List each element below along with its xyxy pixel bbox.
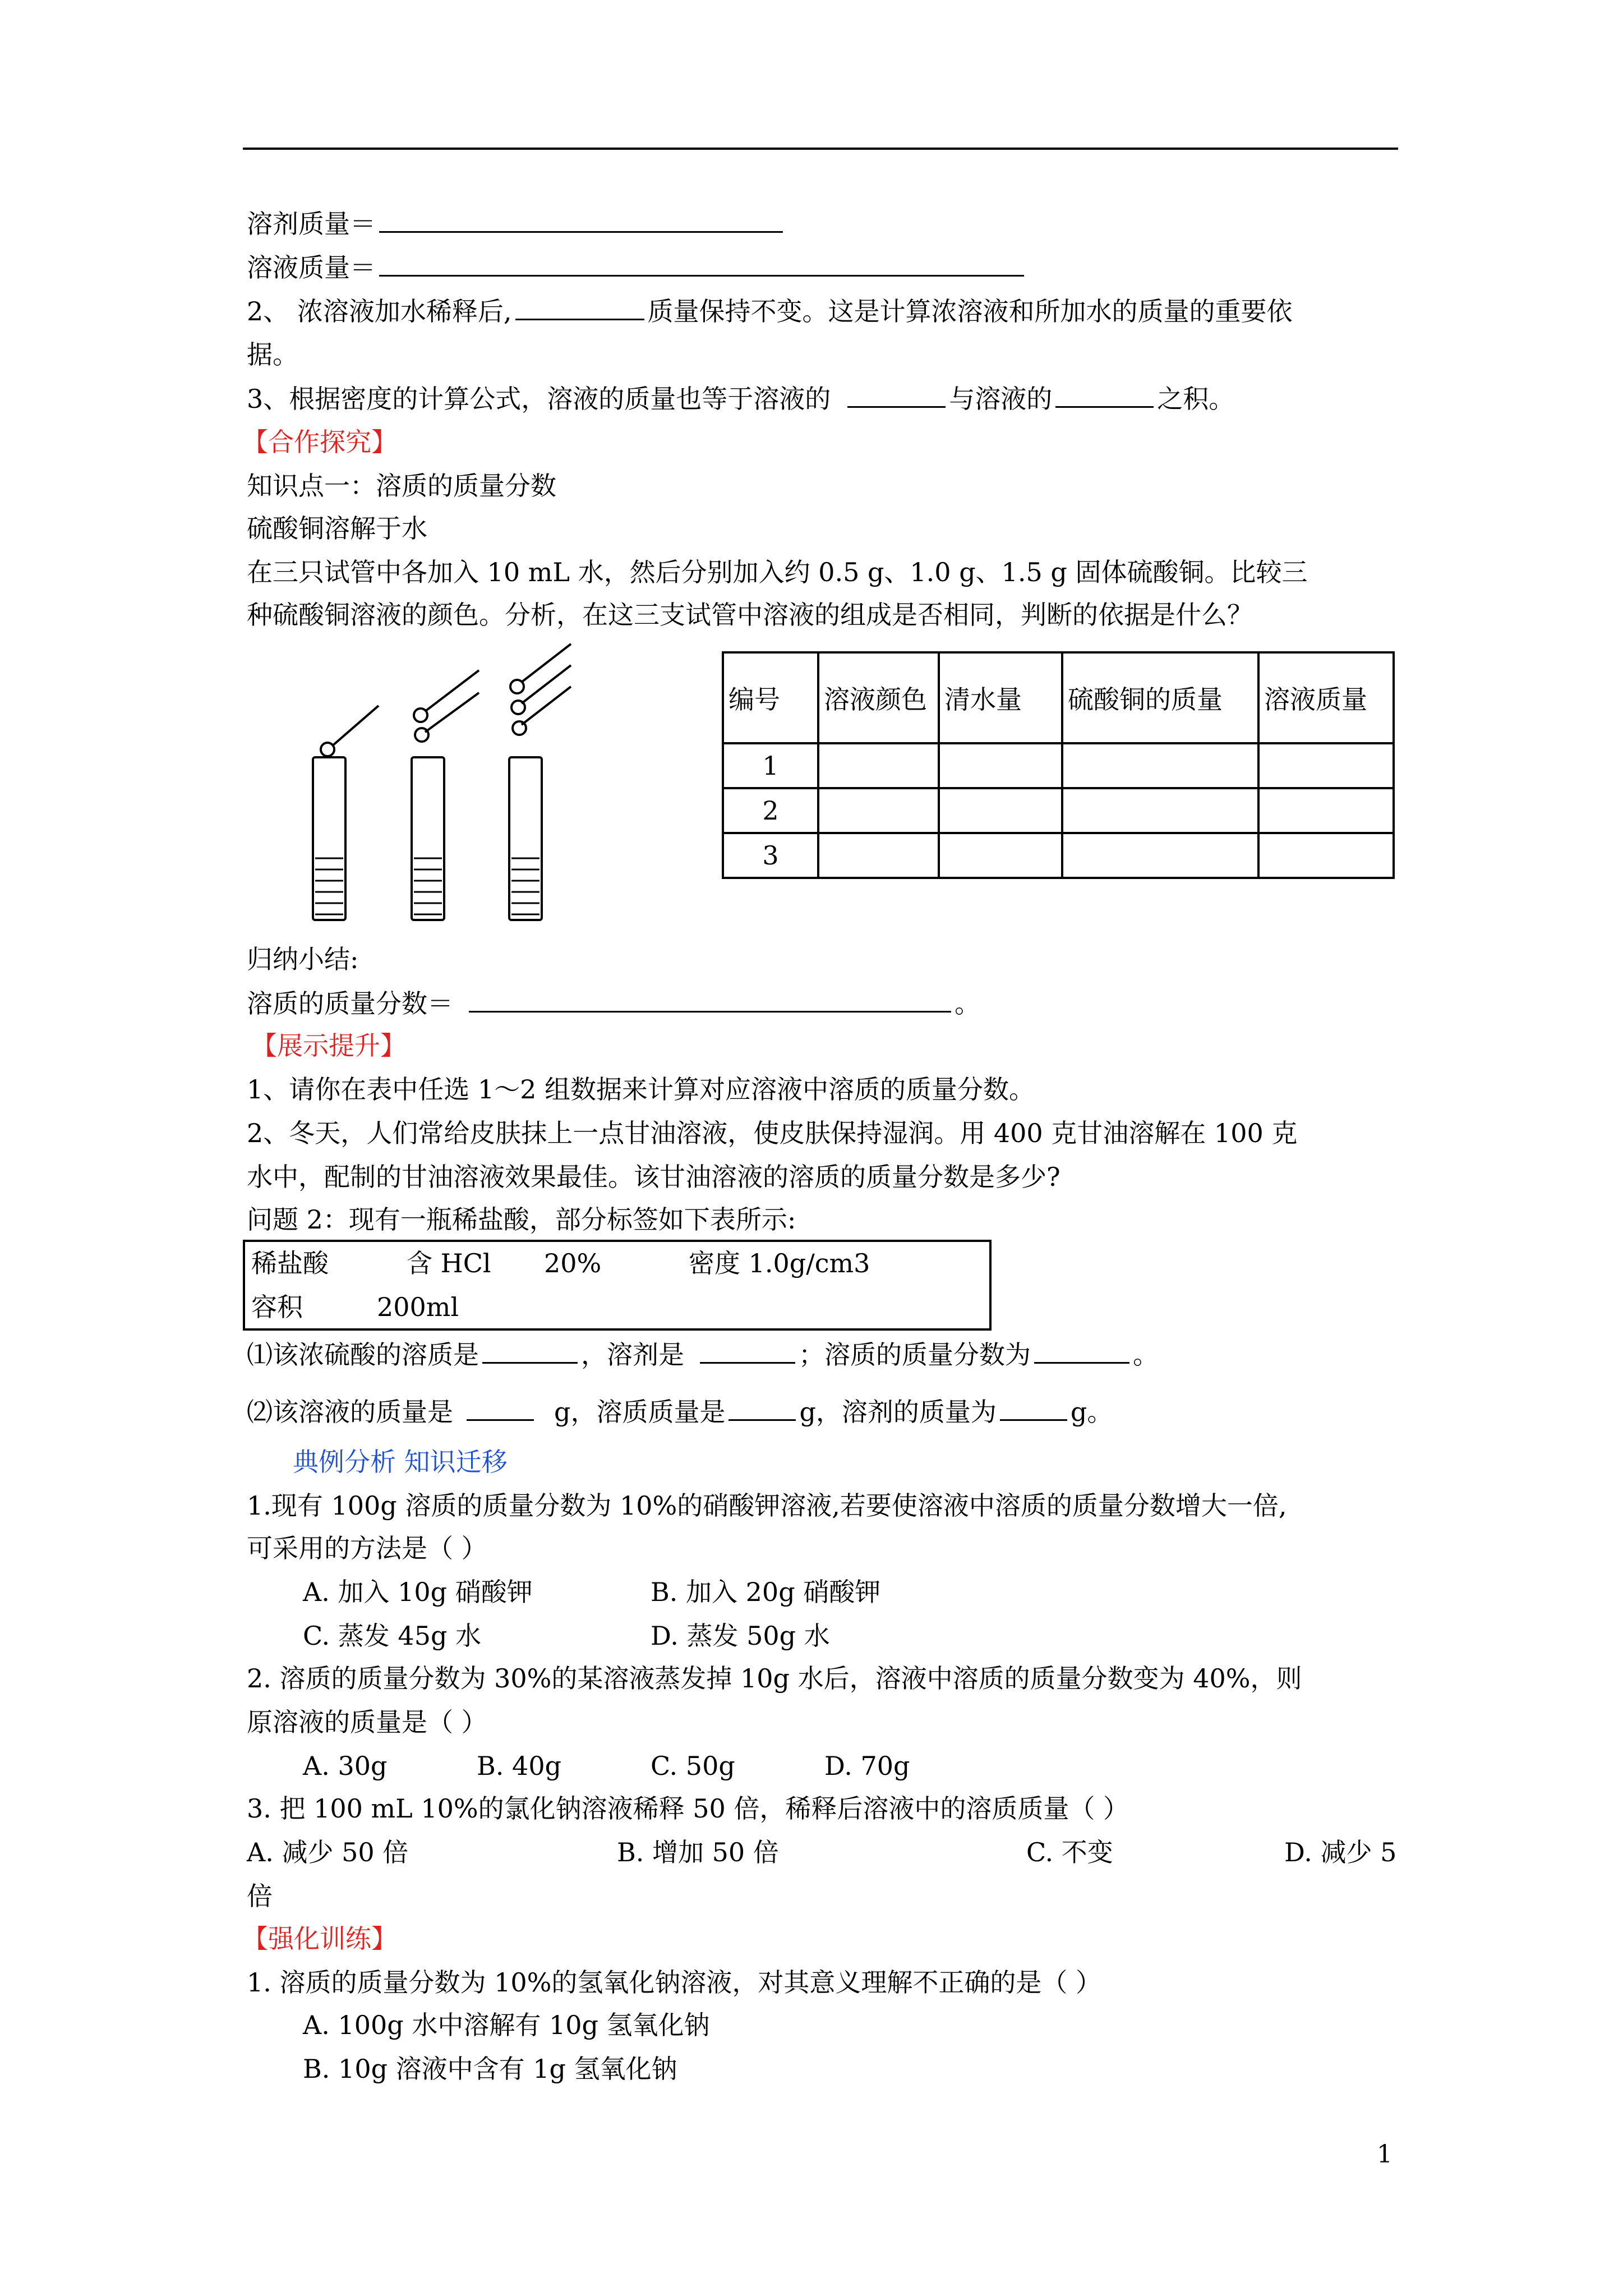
example-1-option-c[interactable]: C. 蒸发 45g 水	[303, 1621, 482, 1651]
table-row-number: 1	[723, 743, 818, 788]
table-header-row	[723, 652, 1394, 743]
formula-line	[247, 986, 980, 1020]
table-header: 溶液质量	[1258, 652, 1394, 743]
training-question-1: 1. 溶质的质量分数为 10%的氢氧化钠溶液，对其意义理解不正确的是（ ）	[247, 1967, 1101, 1998]
knowledge-subtitle: 硫酸铜溶解于水	[247, 513, 427, 544]
item2-text-b: 质量保持不变。这是计算浓溶液和所加水的质量的重要依	[647, 296, 1293, 326]
example-2-text-b: 原溶液的质量是（ ）	[247, 1707, 487, 1737]
item3-text-b: 与溶液的	[949, 384, 1053, 414]
table-header: 溶液颜色	[818, 652, 939, 743]
table-row	[723, 788, 1394, 833]
item3-text-a: 3、根据密度的计算公式，溶液的质量也等于溶液的	[247, 384, 831, 414]
table-cell[interactable]	[1062, 833, 1258, 878]
example-1-text-a: 1.现有 100g 溶质的质量分数为 10%的硝酸钾溶液,若要使溶液中溶质的质量分数增大一倍,	[247, 1490, 1287, 1521]
solvent-mass-line	[247, 206, 786, 241]
test-tube-2	[412, 757, 444, 920]
sq2-blank-2[interactable]	[728, 1395, 796, 1421]
sq2-blank-1[interactable]	[467, 1395, 534, 1421]
sq1-blank-1[interactable]	[482, 1337, 578, 1364]
label-name: 稀盐酸	[251, 1248, 329, 1278]
knowledge-point-1: 知识点一：溶质的质量分数	[247, 471, 556, 501]
formula-blank[interactable]	[469, 986, 951, 1013]
table-cell[interactable]	[939, 833, 1062, 878]
header-rule	[243, 148, 1398, 150]
table-row	[723, 743, 1394, 788]
table-cell[interactable]	[818, 788, 939, 833]
sq2-text-a: ⑵该溶液的质量是	[247, 1397, 453, 1427]
section-training: 【强化训练】	[242, 1924, 397, 1954]
example-1-option-d[interactable]: D. 蒸发 50g 水	[651, 1621, 830, 1651]
training-option-b[interactable]: B. 10g 溶液中含有 1g 氢氧化钠	[303, 2054, 677, 2084]
sq1-blank-3[interactable]	[1034, 1337, 1129, 1364]
solution-mass-label: 溶液质量＝	[247, 252, 376, 283]
solution-mass-blank[interactable]	[379, 250, 1024, 277]
table-cell[interactable]	[818, 833, 939, 878]
label-content: 含 HCl	[407, 1248, 491, 1278]
table-cell[interactable]	[1258, 743, 1394, 788]
show-question-2a: 2、冬天，人们常给皮肤抹上一点甘油溶液，使皮肤保持湿润。用 400 克甘油溶解在 100 克	[247, 1118, 1298, 1148]
formula-label: 溶质的质量分数＝	[247, 988, 453, 1019]
solvent-mass-blank[interactable]	[379, 206, 783, 233]
example-2-option-c[interactable]: C. 50g	[651, 1751, 735, 1781]
example-3-option-b[interactable]: B. 增加 50 倍	[617, 1837, 779, 1867]
solvent-mass-label: 溶剂质量＝	[247, 209, 376, 239]
sq1-text-b: ，溶剂是	[581, 1340, 684, 1370]
test-tube-3	[509, 757, 542, 920]
test-tube-1	[313, 757, 345, 920]
training-option-a[interactable]: A. 100g 水中溶解有 10g 氢氧化钠	[303, 2010, 710, 2040]
sq1-text-c: ；溶质的质量分数为	[799, 1340, 1031, 1370]
example-1-option-a[interactable]: A. 加入 10g 硝酸钾	[303, 1577, 533, 1607]
item2-text-a: 2、 浓溶液加水稀释后,	[247, 296, 512, 326]
sq1-text-a: ⑴该浓硫酸的溶质是	[247, 1340, 479, 1370]
solution-mass-line	[247, 250, 1027, 284]
table-row	[723, 833, 1394, 878]
table-row-number: 3	[723, 833, 818, 878]
table-cell[interactable]	[939, 788, 1062, 833]
copper-sulfate-table	[722, 651, 1395, 879]
label-volume-label: 容积	[251, 1292, 303, 1322]
item3-text-c: 之积。	[1157, 384, 1235, 414]
item2-blank[interactable]	[515, 294, 644, 320]
item3-blank-1[interactable]	[847, 381, 946, 408]
item2-text-c: 据。	[247, 339, 298, 370]
sq2-text-d: g。	[1070, 1397, 1113, 1427]
table-cell[interactable]	[1062, 743, 1258, 788]
show-question-2b: 水中，配制的甘油溶液效果最佳。该甘油溶液的溶质的质量分数是多少?	[247, 1162, 1061, 1192]
sq2-blank-3[interactable]	[1000, 1395, 1067, 1421]
test-tubes-illustration	[303, 639, 617, 931]
show-question-1: 1、请你在表中任选 1～2 组数据来计算对应溶液中溶质的质量分数。	[247, 1074, 1035, 1105]
label-volume: 200ml	[377, 1292, 459, 1322]
table-cell[interactable]	[818, 743, 939, 788]
label-density: 密度 1.0g/cm3	[689, 1248, 870, 1278]
table-cell[interactable]	[1258, 833, 1394, 878]
table-header: 硫酸铜的质量	[1062, 652, 1258, 743]
table-header: 清水量	[939, 652, 1062, 743]
example-3-option-d-cont: 倍	[247, 1881, 273, 1911]
example-1-text-b: 可采用的方法是（ ）	[247, 1533, 487, 1563]
sub-question-2	[247, 1395, 1113, 1429]
item2-line	[247, 294, 1293, 328]
example-3-option-a[interactable]: A. 减少 50 倍	[247, 1837, 409, 1867]
example-3-option-d[interactable]: D. 减少 5	[1284, 1837, 1397, 1867]
table-cell[interactable]	[939, 743, 1062, 788]
sq1-text-d: 。	[1133, 1340, 1159, 1370]
page-number: 1	[1377, 2140, 1393, 2169]
problem-2-title: 问题 2：现有一瓶稀盐酸，部分标签如下表所示:	[247, 1204, 796, 1235]
example-3-text: 3. 把 100 mL 10%的氯化钠溶液稀释 50 倍，稀释后溶液中的溶质质量（ ）	[247, 1793, 1129, 1824]
item3-blank-2[interactable]	[1055, 381, 1154, 408]
sq1-blank-2[interactable]	[700, 1337, 795, 1364]
table-row-number: 2	[723, 788, 818, 833]
example-2-option-a[interactable]: A. 30g	[303, 1751, 388, 1781]
example-1-option-b[interactable]: B. 加入 20g 硝酸钾	[651, 1577, 881, 1607]
example-2-text-a: 2. 溶质的质量分数为 30%的某溶液蒸发掉 10g 水后，溶液中溶质的质量分数变为 40%，则	[247, 1663, 1302, 1694]
table-cell[interactable]	[1258, 788, 1394, 833]
table-cell[interactable]	[1062, 788, 1258, 833]
item3-line	[247, 381, 1234, 416]
sub-question-1	[247, 1337, 1159, 1372]
section-cooperate: 【合作探究】	[242, 427, 397, 457]
acid-label-box	[243, 1240, 992, 1331]
knowledge-desc-1: 在三只试管中各加入 10 mL 水，然后分别加入约 0.5 g、1.0 g、1.5 g 固体硫酸铜。比较三	[247, 557, 1308, 587]
label-percent: 20%	[544, 1248, 602, 1278]
example-2-option-b[interactable]: B. 40g	[477, 1751, 562, 1781]
sq2-text-c: g，溶剂的质量为	[799, 1397, 997, 1427]
section-show: 【展示提升】	[251, 1030, 406, 1061]
example-2-option-d[interactable]: D. 70g	[824, 1751, 910, 1781]
summary-title: 归纳小结:	[247, 944, 359, 974]
sq2-text-b: g，溶质质量是	[554, 1397, 726, 1427]
knowledge-desc-2: 种硫酸铜溶液的颜色。分析，在这三支试管中溶液的组成是否相同，判断的依据是什么？	[247, 600, 1253, 630]
example-3-option-c[interactable]: C. 不变	[1026, 1837, 1113, 1867]
table-header: 编号	[723, 652, 818, 743]
formula-end: 。	[955, 988, 980, 1019]
section-typical-examples: 典例分析 知识迁移	[293, 1447, 508, 1477]
